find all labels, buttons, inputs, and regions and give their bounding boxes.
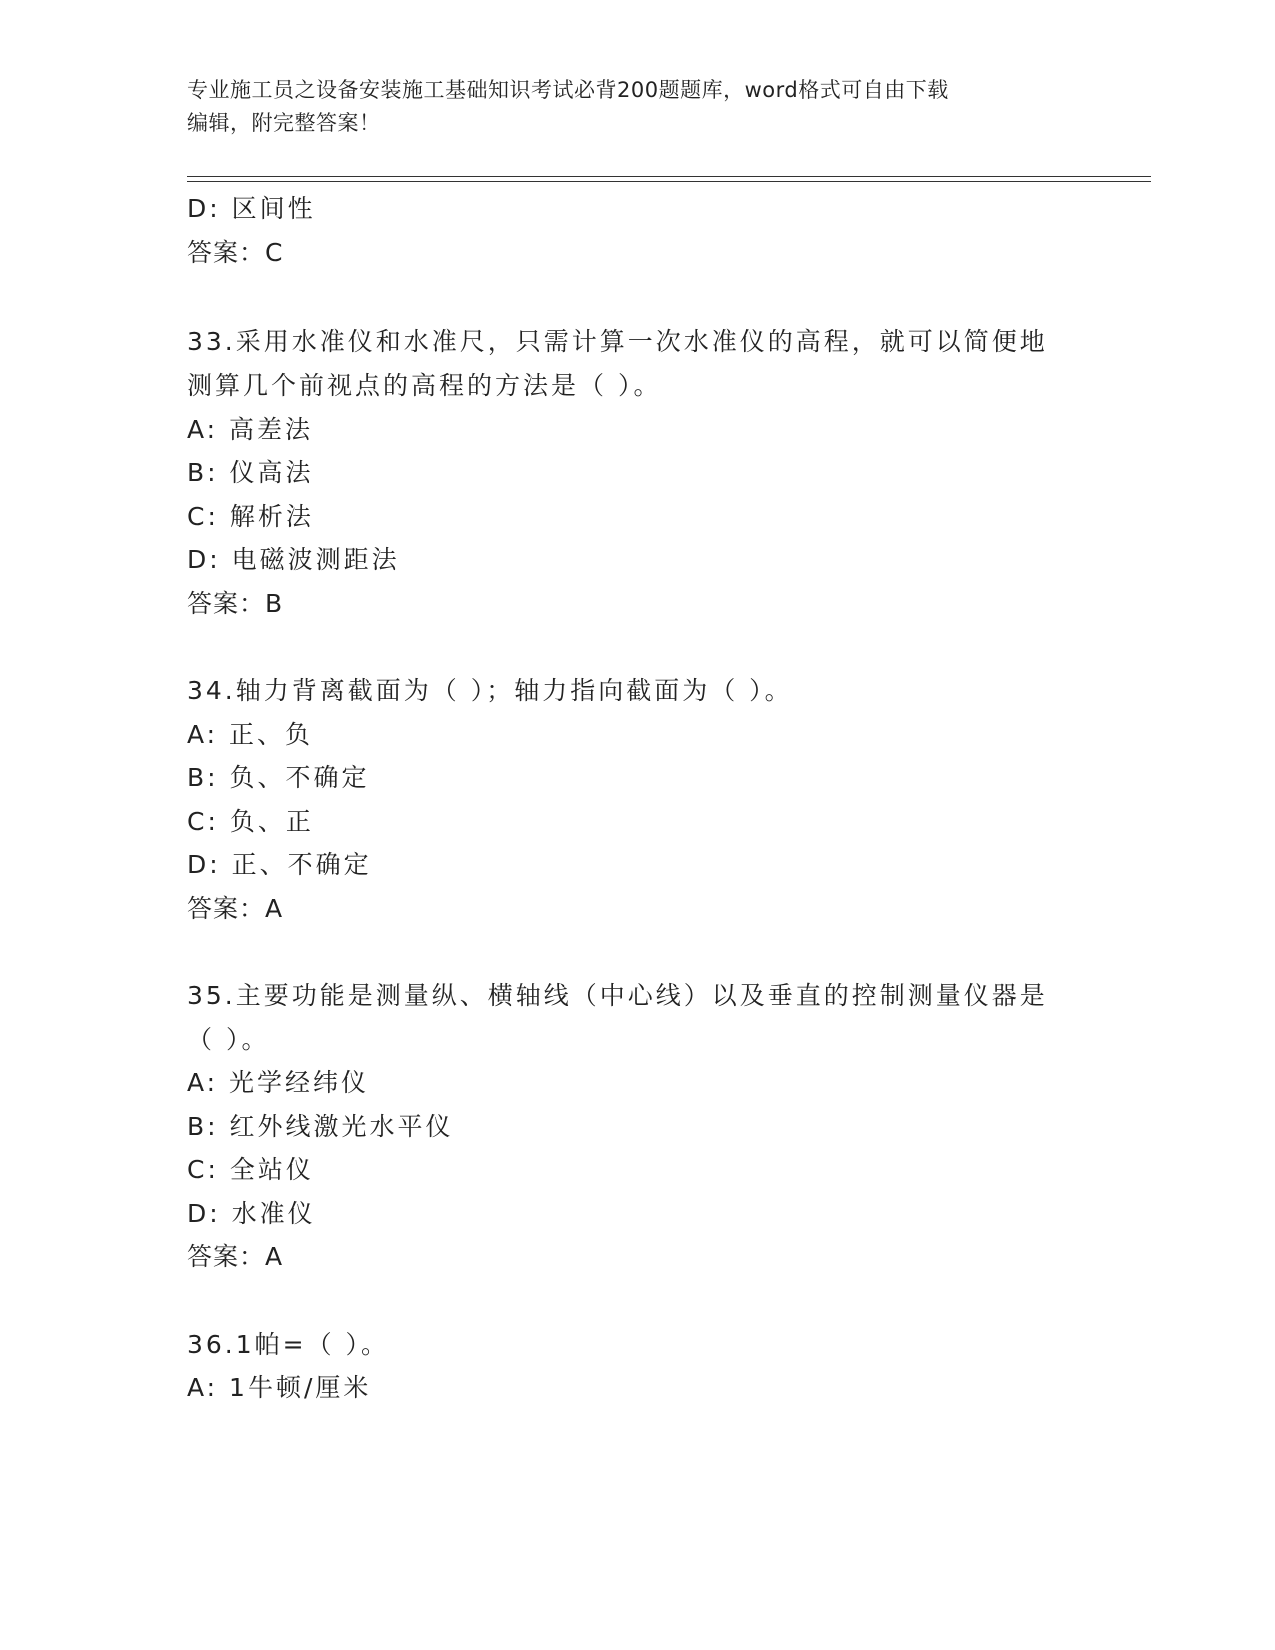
question-line: 36.1帕=（ ）。 (187, 1330, 390, 1359)
option-line: A: 1牛顿/厘米 (187, 1373, 372, 1402)
option-line: A: 正、负 (187, 720, 314, 749)
option-line: B: 仪高法 (187, 458, 314, 487)
answer-line: 答案：B (187, 589, 284, 618)
option-line: D: 电磁波测距法 (187, 545, 400, 574)
question-line: 34.轴力背离截面为（ ）；轴力指向截面为（ ）。 (187, 676, 793, 705)
header-line-2: 编辑，附完整答案！ (187, 111, 381, 135)
header-divider-bottom (187, 181, 1151, 182)
answer-line: 答案：C (187, 238, 284, 267)
option-line: B: 红外线激光水平仪 (187, 1112, 454, 1141)
option-line: B: 负、不确定 (187, 763, 370, 792)
option-line: A: 高差法 (187, 415, 314, 444)
option-line: C: 负、正 (187, 807, 314, 836)
document-header (187, 74, 1067, 140)
option-line: D: 正、不确定 (187, 850, 372, 879)
option-line: C: 解析法 (187, 502, 314, 531)
answer-line: 答案：A (187, 1242, 284, 1271)
answer-line: 答案：A (187, 894, 284, 923)
header-divider-top (187, 176, 1151, 177)
option-line: D: 区间性 (187, 194, 316, 223)
question-line: 测算几个前视点的高程的方法是（ ）。 (187, 371, 662, 400)
header-line-1: 专业施工员之设备安装施工基础知识考试必背200题题库，word格式可自由下载 (187, 78, 949, 102)
option-line: A: 光学经纬仪 (187, 1068, 370, 1097)
question-line: 33.采用水准仪和水准尺，只需计算一次水准仪的高程，就可以简便地 (187, 327, 1048, 356)
question-line: 35.主要功能是测量纵、横轴线（中心线）以及垂直的控制测量仪器是 (187, 981, 1048, 1010)
option-line: D: 水准仪 (187, 1199, 316, 1228)
question-line: （ ）。 (187, 1025, 270, 1054)
option-line: C: 全站仪 (187, 1155, 314, 1184)
